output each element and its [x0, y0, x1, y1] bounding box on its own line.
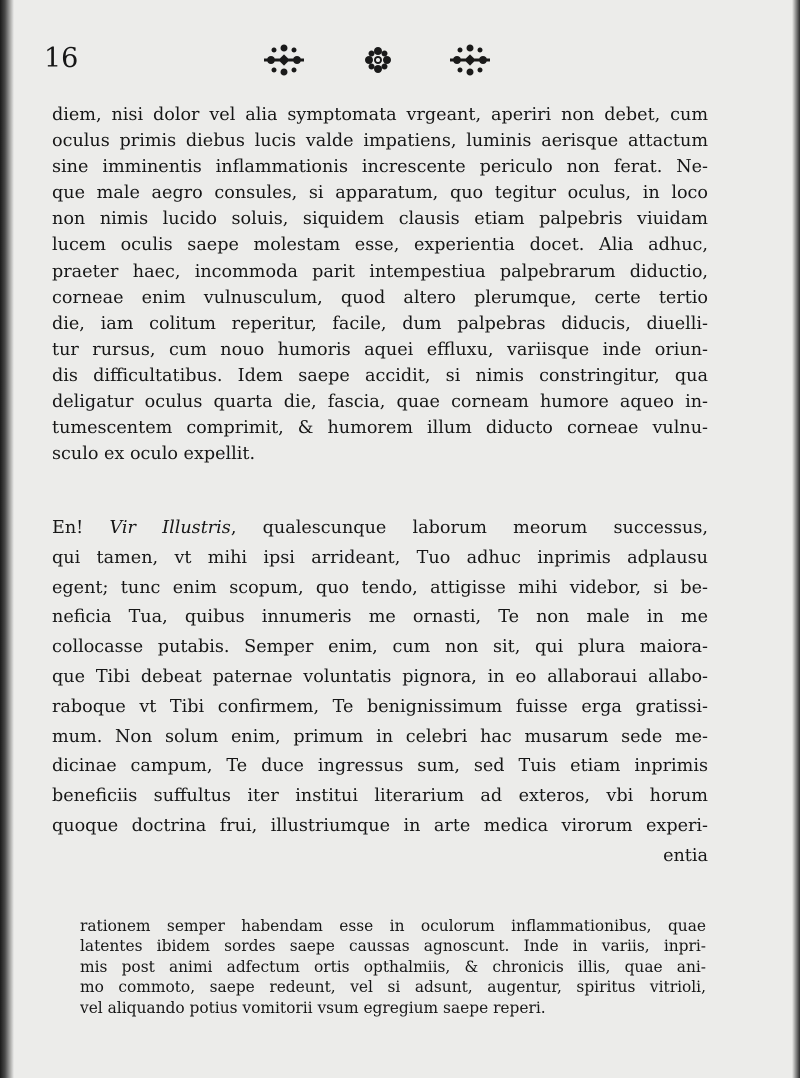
footnote-line: vel aliquando potius vomitorii vsum egregium saepe reperi. [80, 998, 546, 1017]
address-italic: Vir Illustris [109, 518, 231, 538]
footnote-line: latentes ibidem sordes saepe caussas agnoscunt. Inde in variis, inpri- [80, 937, 706, 956]
text-line: sculo ex oculo expellit. [52, 444, 256, 465]
edge-shadow [792, 0, 800, 1078]
text-line: non nimis lucido soluis, siquidem clausis etiam palpebris viuidam [52, 209, 708, 230]
header-ornament [252, 42, 512, 78]
text-line: que Tibi debeat paternae voluntatis pignora, in eo allaboraui allabo- [52, 666, 708, 687]
footnote [80, 916, 706, 1018]
text-line: die, iam colitum reperitur, facile, dum palpebras diducis, diuelli- [52, 313, 708, 334]
text-line: tur rursus, cum nouo humoris aquei effluxu, variisque inde oriun- [52, 339, 708, 360]
fleuron-icon [450, 45, 490, 76]
fleuron-icon [264, 45, 304, 76]
rosette-icon [365, 47, 391, 73]
paragraph-continued [52, 102, 708, 467]
text-line: egent; tunc enim scopum, quo tendo, attigisse mihi videbor, si be- [52, 577, 708, 598]
dedication-paragraph [52, 514, 708, 872]
opening-exclamation: En! [52, 518, 110, 538]
text-line: lucem oculis saepe molestam esse, experientia docet. Alia adhuc, [52, 235, 708, 256]
page-number: 16 [44, 43, 79, 74]
text-line: quoque doctrina frui, illustriumque in arte medica virorum experi- [52, 815, 708, 836]
text-line: dis difficultatibus. Idem saepe accidit, si nimis constringitur, qua [52, 365, 708, 386]
text-line: tumescentem comprimit, & humorem illum diducto corneae vulnu- [52, 418, 708, 439]
text-line-first [52, 514, 708, 544]
text-line: dicinae campum, Te duce ingressus sum, sed Tuis etiam inprimis [52, 756, 708, 777]
text-line: corneae enim vulnusculum, quod altero plerumque, certe tertio [52, 287, 708, 308]
text-line: oculus primis diebus lucis valde impatiens, luminis aerisque attactum [52, 131, 708, 152]
text-line: collocasse putabis. Semper enim, cum non sit, qui plura maiora- [52, 637, 708, 658]
first-line-rest: , qualescunque laborum meorum successus, [230, 518, 708, 538]
text-line: mum. Non solum enim, primum in celebri hac musarum sede me- [52, 726, 708, 747]
text-line: neficia Tua, quibus innumeris me ornasti, Te non male in me [52, 607, 708, 628]
text-line: beneficiis suffultus iter institui literarium ad exteros, vbi horum [52, 786, 708, 807]
text-line: deligatur oculus quarta die, fascia, quae corneam humore aqueo in- [52, 392, 708, 413]
text-line: que male aegro consules, si apparatum, quo tegitur oculus, in loco [52, 183, 708, 204]
footnote-line: mis post animi adfectum ortis opthalmiis, & chronicis illis, quae ani- [80, 957, 706, 976]
binding-shadow [0, 0, 14, 1078]
footnote-line: mo commoto, saepe redeunt, vel si adsunt, augentur, spiritus vitrioli, [80, 978, 706, 997]
catchword: entia [663, 845, 708, 866]
text-line: diem, nisi dolor vel alia symptomata vrgeant, aperiri non debet, cum [52, 105, 708, 125]
text-line: sine imminentis inflammationis increscente periculo non ferat. Ne- [52, 157, 708, 178]
text-line: raboque vt Tibi confirmem, Te benignissimum fuisse erga gratissi- [52, 696, 708, 717]
text-line: praeter haec, incommoda parit intempestiua palpebrarum diductio, [52, 261, 708, 282]
footnote-line: rationem semper habendam esse in oculorum inflammationibus, quae [80, 917, 706, 935]
text-line: qui tamen, vt mihi ipsi arrideant, Tuo adhuc inprimis adplausu [52, 547, 708, 568]
